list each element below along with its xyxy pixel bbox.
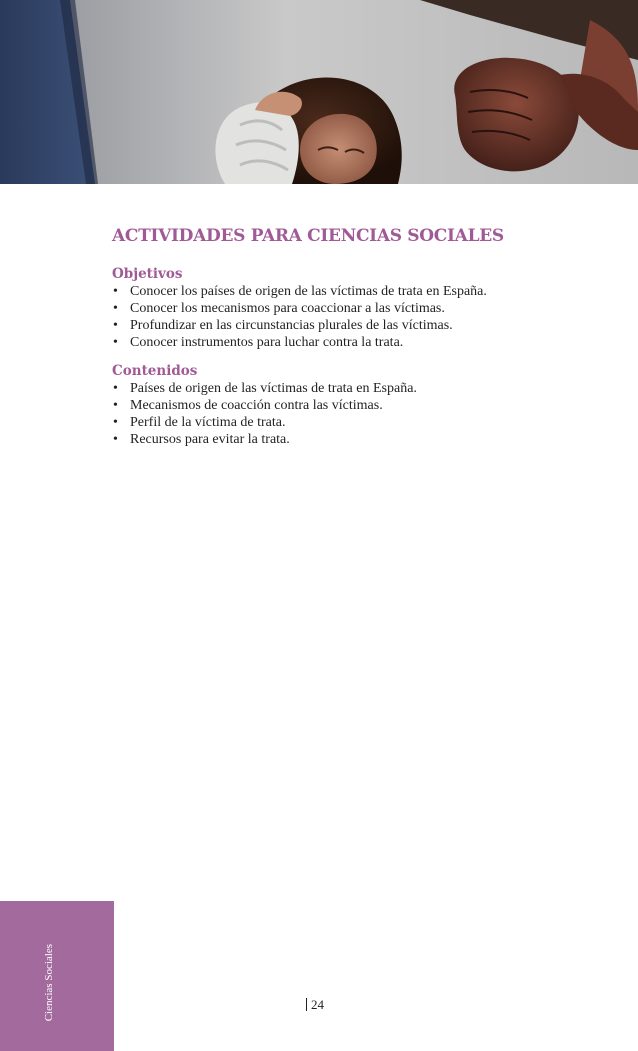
list-item: • Recursos para evitar la trata. (112, 431, 612, 448)
header-photo (0, 0, 638, 184)
objectives-section (112, 266, 612, 351)
list-item: • Conocer los países de origen de las víctimas de trata en España. (112, 283, 612, 300)
side-tab-label: Ciencias Sociales (43, 943, 55, 1021)
contents-section (112, 363, 612, 448)
header-photo-illustration (0, 0, 638, 184)
page-number (306, 997, 324, 1013)
objectives-heading: Objetivos (112, 266, 183, 282)
list-item: • Perfil de la víctima de trata. (112, 414, 612, 431)
section-side-tab (0, 901, 114, 1051)
contents-heading: Contenidos (112, 363, 198, 379)
list-item: • Mecanismos de coacción contra las víctimas. (112, 397, 612, 414)
list-item: • Conocer instrumentos para luchar contra la trata. (112, 334, 612, 351)
page-title: ACTIVIDADES PARA CIENCIAS SOCIALES (112, 226, 504, 246)
list-item: • Países de origen de las víctimas de trata en España. (112, 380, 612, 397)
objectives-list (112, 283, 612, 351)
page-number-value: 24 (311, 997, 324, 1012)
contents-list (112, 380, 612, 448)
list-item: • Conocer los mecanismos para coaccionar a las víctimas. (112, 300, 612, 317)
list-item: • Profundizar en las circunstancias plurales de las víctimas. (112, 317, 612, 334)
page-number-divider (306, 998, 307, 1011)
activities-content (112, 226, 612, 460)
